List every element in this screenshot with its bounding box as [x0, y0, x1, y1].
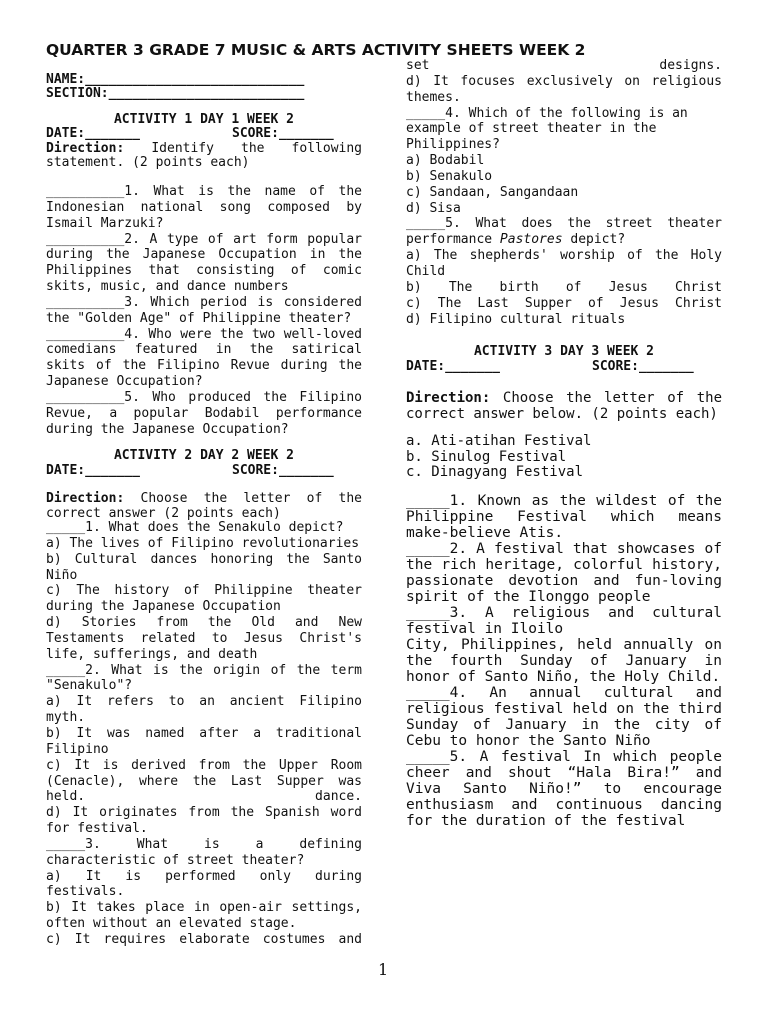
activity3-item-4: _____4. An annual cultural and religious festival held on the third Sunday of January in the city of Cebu to honor the Santo Niño [406, 685, 722, 749]
page-title: QUARTER 3 GRADE 7 MUSIC & ARTS ACTIVITY SHEETS WEEK 2 [46, 41, 586, 59]
option-d: d) Stories from the Old and New Testaments related to Jesus Christ's life, sufferings, and death [46, 615, 362, 662]
option-a: a) Bodabil [406, 153, 485, 169]
activity3-item-1: _____1. Known as the wildest of the Philippine Festival which means make-believe Atis. [406, 493, 722, 541]
direction-label: Direction: [46, 491, 125, 506]
activity3-item-3-continued: City, Philippines, held annually on the fourth Sunday of January in honor of Santo Niño, the Holy Child. [406, 637, 722, 685]
date-field: DATE:_______ [46, 463, 140, 478]
activity2-question-3: _____3. What is a defining characteristic of street theater? [46, 836, 362, 868]
option-c: c) The history of Philippine theater during the Japanese Occupation [46, 583, 362, 615]
activity1-items [46, 184, 362, 438]
activity3-heading: ACTIVITY 3 DAY 3 WEEK 2 [473, 344, 654, 359]
direction-text: Choose the letter of the correct answer below. (2 points each) [406, 390, 722, 422]
activity3-item-2: _____2. A festival that showcases of the rich heritage, colorful history, passionate devotion and fun-loving spirit of the Ilonggo people [406, 541, 722, 605]
option-b: b) The birth of Jesus Christ [406, 279, 722, 295]
section-field: SECTION:_________________________ [46, 86, 305, 101]
option-a: a) It is performed only during festivals. [46, 868, 362, 900]
option-a: a) The shepherds' worship of the Holy Child [406, 248, 722, 279]
activity3-item-3: _____3. A religious and cultural festival in Iloilo [406, 605, 722, 637]
score-field: SCORE:_______ [232, 126, 334, 142]
direction-text: Identify the following statement. (2 points each) [46, 140, 362, 171]
option-b: b) It was named after a traditional Filipino [46, 725, 362, 757]
choice-a: a. Ati-atihan Festival [406, 433, 592, 449]
activity3-choices [406, 434, 722, 481]
activity2-question-1: _____1. What does the Senakulo depict? [46, 520, 344, 535]
question-text: depict? [562, 232, 626, 248]
option-d: d) It originates from the Spanish word for festival. [46, 805, 362, 837]
activity2-direction [46, 491, 362, 521]
option-a: a) It refers to an ancient Filipino myth. [46, 694, 362, 726]
activity2-question-4: _____4. Which of the following is an example of street theater in the Philippines? [406, 105, 688, 153]
activity2-questions-left [46, 520, 362, 948]
score-field: SCORE:_______ [592, 358, 694, 374]
activity2-date-score [46, 463, 362, 478]
option-c: c) It is derived from the Upper Room (Cenacle), where the Last Supper was held. dance. [46, 757, 362, 805]
option-a: a) The lives of Filipino revolutionaries [46, 535, 360, 551]
option-d: d) It focuses exclusively on religious themes. [406, 73, 722, 105]
name-field: NAME:____________________________ [46, 72, 305, 87]
choice-c: c. Dinagyang Festival [406, 464, 584, 480]
activity3-direction [406, 391, 722, 422]
option-b: b) Cultural dances honoring the Santo Niño [46, 551, 362, 583]
question-italic-term: Pastores [499, 232, 563, 248]
activity1-item-1: __________1. What is the name of the Indonesian national song composed by Ismail Marzuki? [46, 184, 362, 231]
option-d: d) Sisa [406, 200, 461, 216]
direction-text: Choose the letter of the correct answer (2 points each) [46, 491, 362, 521]
option-c: c) Sandaan, Sangandaan [406, 184, 579, 200]
activity1-item-4: __________4. Who were the two well-loved comedians featured in the satirical skits of the Filipino Revue during the Japanese Occupation? [46, 326, 362, 390]
page-number: 1 [378, 960, 389, 979]
activity3-date-score [406, 360, 722, 375]
activity1-direction [46, 142, 362, 171]
date-field: DATE:_______ [406, 358, 500, 374]
activity1-heading: ACTIVITY 1 DAY 1 WEEK 2 [113, 112, 294, 127]
activity2-direction-block [46, 491, 362, 521]
activity3-direction-block [406, 391, 722, 422]
activity1-date-score [46, 127, 362, 141]
option-c-continued: set designs. [406, 58, 722, 73]
option-d: d) Filipino cultural rituals [406, 311, 626, 327]
option-c: c) The Last Supper of Jesus Christ [406, 295, 722, 311]
option-b: b) It takes place in open-air settings, often without an elevated stage. [46, 900, 362, 932]
question-text: _____5. What does the street theater performance [406, 216, 722, 248]
activity2-header [46, 448, 362, 478]
activity1-item-3: __________3. Which period is considered the "Golden Age" of Philippine theater? [46, 294, 362, 326]
student-info [46, 73, 362, 101]
direction-label: Direction: [46, 140, 125, 156]
activity3-header [406, 345, 722, 374]
option-b: b) Senakulo [406, 168, 493, 184]
direction-label: Direction: [406, 390, 491, 406]
option-c: c) It requires elaborate costumes and [46, 931, 362, 947]
activity2-question-2: _____2. What is the origin of the term "Senakulo"? [46, 662, 362, 694]
activity2-heading: ACTIVITY 2 DAY 2 WEEK 2 [113, 448, 294, 463]
activity3-item-5: _____5. A festival In which people cheer and shout “Hala Bira!” and Viva Santo Niño!” to encourage enthusiasm and continuous dancing for the duration of the festival [406, 749, 722, 829]
choice-b: b. Sinulog Festival [406, 448, 567, 465]
activity2-question-5 [406, 216, 722, 248]
activity1-item-2: __________2. A type of art form popular during the Japanese Occupation in the Philippines that consisting of comic skits, music, and dance numbers [46, 231, 362, 295]
activity1-header [46, 113, 362, 171]
activity1-item-5: __________5. Who produced the Filipino Revue, a popular Bodabil performance during the Japanese Occupation? [46, 389, 362, 437]
activity2-questions-right [406, 58, 722, 327]
score-field: SCORE:_______ [232, 463, 334, 478]
date-field: DATE:_______ [46, 126, 140, 142]
activity3-items [406, 493, 722, 829]
